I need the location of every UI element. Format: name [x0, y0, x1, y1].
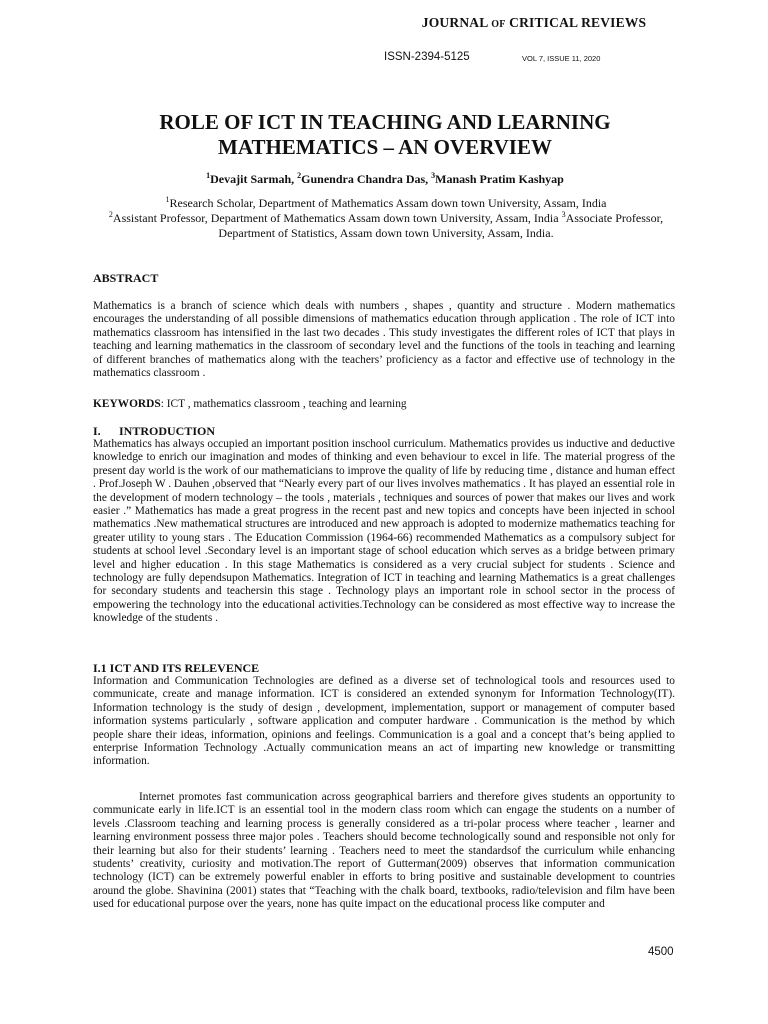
journal-title-part3: CRITICAL REVIEWS [505, 15, 647, 30]
affiliation3-sup: 3 [561, 210, 566, 219]
section-title: INTRODUCTION [119, 424, 216, 438]
journal-title-of: OF [491, 19, 506, 30]
keywords [93, 398, 675, 411]
ict-paragraph-1: Information and Communication Technologies are defined as a diverse set of technological tools and resources used to communicate, create and manage information. ICT is considered an extended synonym for Information Technology(IT). Information technology is the study of design , development, implementation, support or management of computer based information systems particularly , software application and computer hardware . Communication is the method by which people share their ideas, information, opinions and feelings. Communication is a goal and a concept that’s being applied to enterprise Information Technology .Actually communication means an act of imparting new knowledge or transmitting information. [93, 675, 675, 768]
abstract-heading: ABSTRACT [93, 271, 159, 285]
issn-number: ISSN-2394-5125 [384, 51, 470, 63]
affiliation-1 [96, 196, 676, 211]
keywords-label: KEYWORDS [93, 398, 161, 410]
volume-issue: VOL 7, ISSUE 11, 2020 [522, 54, 601, 63]
author3-name: Manash Pratim Kashyap [435, 172, 564, 186]
affiliations [96, 196, 676, 241]
page-number: 4500 [648, 946, 674, 958]
affiliation3-text: Associate Professor, Department of Statistics, Assam down town University, Assam, India. [218, 211, 664, 240]
author2-name: Gunendra Chandra Das, [301, 172, 432, 186]
paper-title-line1: ROLE OF ICT IN TEACHING AND LEARNING [159, 110, 611, 134]
ict-paragraph-2: Internet promotes fast communication across geographical barriers and therefore gives students an opportunity to communicate early in life.ICT is an essential tool in the modern class room which can engage the students on a number of levels .Classroom teaching and learning process is generally considered as a tri-polar process where teacher , learner and learning environment possess three major poles . Teachers should become technologically sound and responsible not only for their learning but also for their students’ learning . Teachers need to meet the standardsof the curriculum while enhancing students’ creativity, curiosity and motivation.The report of Gutterman(2009) observes that information communication technology (ICT) can be extremely powerful enabler in efforts to bring positive and sustainable development to countries around the globe. Shavinina (2001) states that “Teaching with the chalk board, textbooks, radio/television and film have been used for educational purpose over the years, none has quite impact on the educational process like computer and [93, 791, 675, 911]
author-list [60, 172, 710, 187]
journal-title [0, 15, 768, 31]
affiliation2-sup: 2 [108, 210, 113, 219]
affiliation1-sup: 1 [165, 195, 170, 204]
paper-title [60, 110, 710, 160]
affiliation1-text: Research Scholar, Department of Mathematics Assam down town University, Assam, India [169, 196, 607, 210]
author3-sup: 3 [431, 171, 436, 180]
introduction-body: Mathematics has always occupied an important position inschool curriculum. Mathematics provides us inductive and deductive knowledge to enrich our imagination and modes of thinking and even behaviour to excel in life. The material progress of the present day world is the work of our mathematicians to improve the quality of life by reducing time , distance and human effect . Prof.Joseph W . Dauhen ,observed that “Nearly every part of our lives involves mathematics . It has played an essential role in the development of modern technology – the tools , materials , techniques and sources of power that makes our lives and work easier .” Mathematics has made a great progress in the recent past and new topics and concepts have been injected in school mathematics .New mathematical structures are introduced and new approach is adopted to modernize mathematics teaching for greater utility to young stars . The Education Commission (1964-66) recommended Mathematics as a compulsory subject for students at school level .Secondary level is an important stage of school education which serves as a bridge between primary level and higher education . In this stage Mathematics is considered as a very crucial subject for students . Science and technology are fully dependsupon Mathematics. Integration of ICT in teaching and learning Mathematics is a great challenges for secondary students and teachersin this stage . Technology plays an important role in school sector in the process of empowering the technology into the educational activities.Technology can be considered as most effective way to increase the knowledge of the students . [93, 438, 675, 625]
abstract-body: Mathematics is a branch of science which deals with numbers , shapes , quantity and structure . Modern mathematics encourages the understanding of all possible dimensions of mathematics education through application . The role of ICT into mathematics classroom has intensified in the last two decades . This study investigates the different roles of ICT that plays in teaching and learning mathematics in the classroom of secondary level and the functions of the tools in teaching and learning of different branches of mathematics along with the teachers’ proficiency as a factor and effective use of technology in the mathematics classroom . [93, 300, 675, 380]
author2-sup: 2 [297, 171, 302, 180]
affiliation-2-3 [96, 211, 676, 241]
paper-title-line2: MATHEMATICS – AN OVERVIEW [218, 135, 552, 159]
affiliation2-text: Assistant Professor, Department of Mathematics Assam down town University, Assam, India [112, 211, 562, 225]
author1-sup: 1 [206, 171, 211, 180]
keywords-text: : ICT , mathematics classroom , teaching and learning [160, 398, 407, 410]
section-number: I. [93, 424, 101, 438]
author1-name: Devajit Sarmah, [210, 172, 298, 186]
journal-title-part1: JOURNAL [421, 15, 492, 30]
section-heading-introduction [93, 424, 215, 439]
subsection-heading-ict: I.1 ICT AND ITS RELEVENCE [93, 661, 260, 675]
